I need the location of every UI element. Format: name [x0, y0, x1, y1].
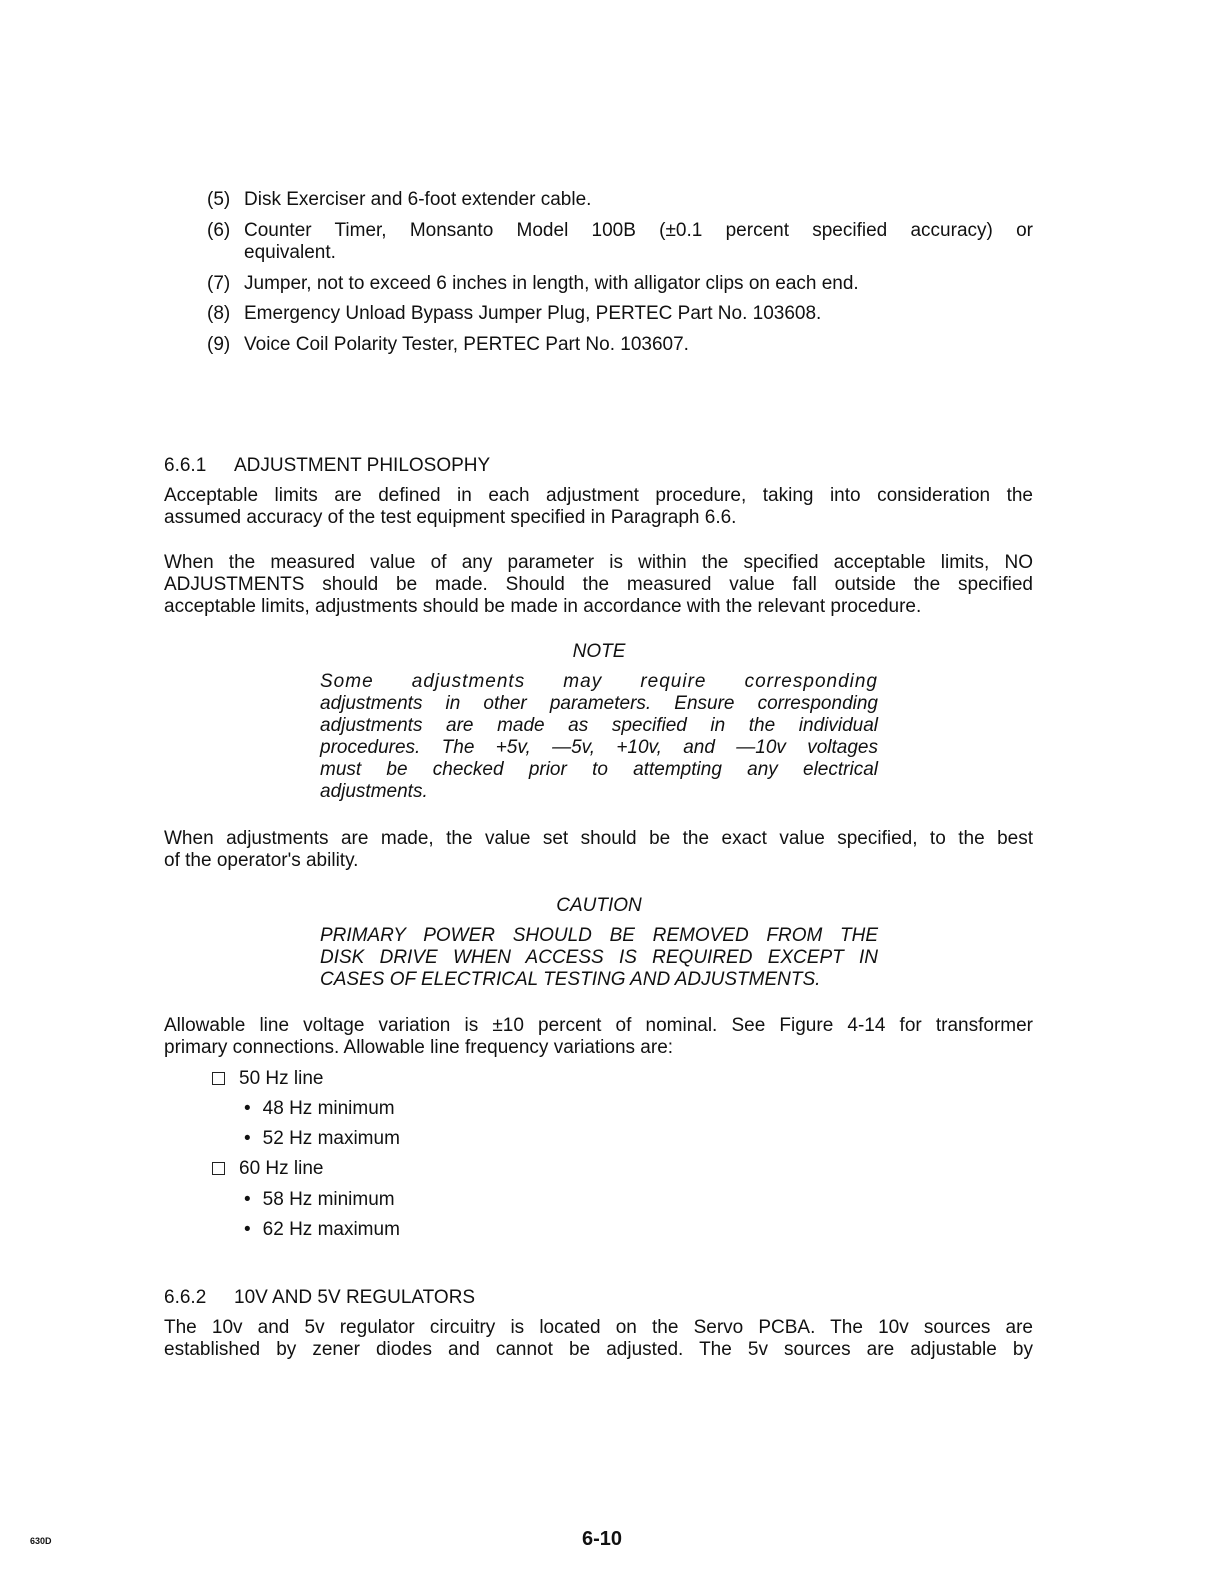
bullet-icon: • — [244, 1128, 251, 1149]
paragraph-line: of the operator's ability. — [164, 850, 359, 871]
note-line: must be checked prior to attempting any electrical — [320, 759, 878, 780]
section-heading — [164, 1287, 475, 1309]
list-item — [207, 220, 1033, 264]
paragraph-line: assumed accuracy of the test equipment specified in Paragraph 6.6. — [164, 507, 737, 528]
checkbox-square-icon — [212, 1072, 225, 1085]
section-number: 6.6.2 — [164, 1287, 207, 1308]
frequency-group-label: 60 Hz line — [239, 1158, 324, 1179]
paragraph — [164, 1015, 1033, 1059]
checkbox-square-icon — [212, 1162, 225, 1175]
bullet-item — [244, 1098, 395, 1120]
frequency-group-60hz — [212, 1158, 324, 1180]
bullet-text: 52 Hz maximum — [262, 1128, 400, 1149]
list-item — [207, 303, 821, 325]
list-item-text: Jumper, not to exceed 6 inches in length, with alligator clips on each end. — [244, 273, 859, 294]
bullet-item — [244, 1219, 400, 1241]
frequency-group-label: 50 Hz line — [239, 1068, 324, 1089]
list-item-text-continued: equivalent. — [244, 242, 336, 263]
paragraph-line: primary connections. Allowable line frequency variations are: — [164, 1037, 674, 1058]
list-item-number: (8) — [207, 303, 231, 324]
paragraph-line: Acceptable limits are defined in each adjustment procedure, taking into consideration the — [164, 485, 1033, 506]
caution-title: CAUTION — [556, 895, 642, 916]
paragraph — [164, 552, 1033, 618]
bullet-icon: • — [244, 1189, 251, 1210]
list-item-text: Voice Coil Polarity Tester, PERTEC Part No. 103607. — [244, 334, 689, 355]
document-code: 630D — [30, 1536, 52, 1546]
list-item-number: (6) — [207, 220, 231, 241]
paragraph-line: The 10v and 5v regulator circuitry is located on the Servo PCBA. The 10v sources are — [164, 1317, 1033, 1338]
list-item-text: Emergency Unload Bypass Jumper Plug, PERTEC Part No. 103608. — [244, 303, 822, 324]
bullet-icon: • — [244, 1219, 251, 1240]
paragraph-line: When adjustments are made, the value set should be the exact value specified, to the best — [164, 828, 1033, 849]
frequency-group-50hz — [212, 1068, 324, 1090]
caution-line: PRIMARY POWER SHOULD BE REMOVED FROM THE — [320, 925, 878, 946]
list-item — [207, 334, 689, 356]
caution-line: DISK DRIVE WHEN ACCESS IS REQUIRED EXCEPT IN — [320, 947, 878, 968]
bullet-text: 58 Hz minimum — [262, 1189, 395, 1210]
caution-body — [320, 925, 878, 991]
paragraph-line: established by zener diodes and cannot be adjusted. The 5v sources are adjustable by — [164, 1339, 1033, 1360]
note-line: adjustments in other parameters. Ensure corresponding — [320, 693, 878, 714]
paragraph-line: ADJUSTMENTS should be made. Should the measured value fall outside the specified — [164, 574, 1033, 595]
page-number: 6-10 — [582, 1528, 623, 1550]
note-title: NOTE — [572, 641, 626, 662]
paragraph-line: acceptable limits, adjustments should be made in accordance with the relevant procedure. — [164, 596, 922, 617]
list-item-text: Disk Exerciser and 6-foot extender cable. — [244, 189, 592, 210]
note-line: Some adjustments may require corresponding — [320, 671, 878, 692]
paragraph — [164, 828, 1033, 872]
list-item-number: (9) — [207, 334, 231, 355]
section-heading — [164, 455, 490, 477]
note-body — [320, 671, 878, 803]
bullet-text: 48 Hz minimum — [262, 1098, 395, 1119]
note-line: adjustments are made as specified in the individual — [320, 715, 878, 736]
section-title: ADJUSTMENT PHILOSOPHY — [234, 455, 491, 476]
bullet-icon: • — [244, 1098, 251, 1119]
list-item — [207, 189, 591, 211]
list-item-number: (5) — [207, 189, 231, 210]
section-title: 10V AND 5V REGULATORS — [234, 1287, 476, 1308]
bullet-text: 62 Hz maximum — [262, 1219, 400, 1240]
list-item-number: (7) — [207, 273, 231, 294]
paragraph — [164, 1317, 1033, 1361]
bullet-item — [244, 1128, 400, 1150]
note-line: procedures. The +5v, —5v, +10v, and —10v voltages — [320, 737, 878, 758]
paragraph-line: Allowable line voltage variation is ±10 percent of nominal. See Figure 4-14 for transformer — [164, 1015, 1033, 1036]
list-item — [207, 273, 859, 295]
paragraph-line: When the measured value of any parameter is within the specified acceptable limits, NO — [164, 552, 1033, 573]
bullet-item — [244, 1189, 395, 1211]
caution-line: CASES OF ELECTRICAL TESTING AND ADJUSTMENTS. — [320, 969, 821, 990]
section-number: 6.6.1 — [164, 455, 207, 476]
list-item-text: Counter Timer, Monsanto Model 100B (±0.1 percent specified accuracy) or — [244, 220, 1033, 241]
note-line: adjustments. — [320, 781, 428, 802]
paragraph — [164, 485, 1033, 529]
